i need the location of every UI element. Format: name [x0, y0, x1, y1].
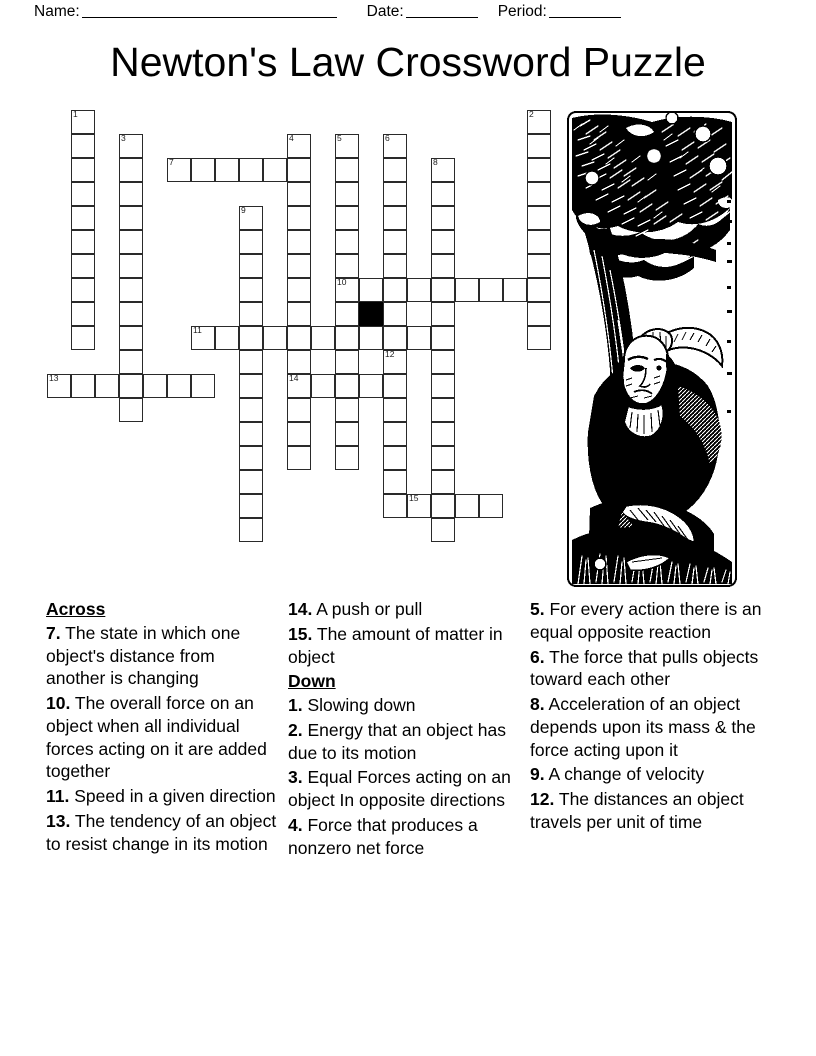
- grid-cell[interactable]: [239, 422, 263, 446]
- grid-cell-number: 1: [73, 109, 78, 119]
- grid-cell[interactable]: [239, 158, 263, 182]
- clue-text: Energy that an object has due to its motion: [288, 719, 506, 763]
- clue-text: The force that pulls objects toward each other: [530, 646, 759, 690]
- clue-across-14: [288, 598, 520, 621]
- grid-cell[interactable]: [287, 182, 311, 206]
- grid-cell[interactable]: [359, 326, 383, 350]
- clue-down-9: [530, 763, 770, 786]
- grid-cell[interactable]: [335, 350, 359, 374]
- grid-cell[interactable]: [119, 134, 143, 158]
- grid-cell[interactable]: [479, 494, 503, 518]
- page-title: Newton's Law Crossword Puzzle: [110, 39, 706, 85]
- clue-number: 4.: [288, 814, 303, 835]
- grid-cell[interactable]: [431, 158, 455, 182]
- grid-cell-number: 2: [529, 109, 534, 119]
- grid-cell[interactable]: [287, 446, 311, 470]
- clue-number: 6.: [530, 646, 545, 667]
- grid-cell[interactable]: [287, 350, 311, 374]
- clues-column-1: [46, 598, 278, 857]
- grid-cell-blocked: [359, 302, 383, 326]
- grid-cell[interactable]: [383, 422, 407, 446]
- clue-down-4: [288, 814, 520, 860]
- grid-cell[interactable]: [455, 278, 479, 302]
- grid-cell[interactable]: [383, 230, 407, 254]
- name-label: Name:: [34, 3, 80, 20]
- grid-cell[interactable]: [359, 374, 383, 398]
- grid-cell[interactable]: [431, 254, 455, 278]
- grid-cell[interactable]: [527, 110, 551, 134]
- grid-cell[interactable]: [527, 182, 551, 206]
- clue-number: 14.: [288, 599, 313, 619]
- grid-cell[interactable]: [527, 326, 551, 350]
- grid-cell[interactable]: [239, 326, 263, 350]
- grid-cell[interactable]: [287, 230, 311, 254]
- grid-cell[interactable]: [287, 422, 311, 446]
- grid-cell[interactable]: [215, 326, 239, 350]
- grid-cell[interactable]: [119, 182, 143, 206]
- grid-cell[interactable]: [431, 326, 455, 350]
- clue-text: A change of velocity: [548, 764, 705, 785]
- grid-cell[interactable]: [167, 158, 191, 182]
- grid-cell[interactable]: [71, 254, 95, 278]
- down-heading: Down: [288, 671, 336, 692]
- grid-cell[interactable]: [503, 278, 527, 302]
- grid-cell[interactable]: [71, 134, 95, 158]
- grid-cell[interactable]: [383, 206, 407, 230]
- grid-cell-number: 5: [337, 133, 342, 143]
- clue-text: The overall force on an object when all individual forces acting on it are added together: [46, 693, 267, 782]
- grid-cell[interactable]: [527, 158, 551, 182]
- grid-cell[interactable]: [239, 494, 263, 518]
- grid-cell-number: 3: [121, 133, 126, 143]
- grid-cell[interactable]: [71, 374, 95, 398]
- clue-number: 2.: [288, 719, 303, 740]
- grid-cell[interactable]: [239, 518, 263, 542]
- grid-cell[interactable]: [383, 158, 407, 182]
- grid-cell-number: 15: [409, 493, 419, 503]
- grid-cell-number: 11: [193, 325, 202, 335]
- clue-across-15: [288, 623, 520, 669]
- grid-cell[interactable]: [335, 398, 359, 422]
- grid-cell[interactable]: [239, 350, 263, 374]
- grid-cell-number: 8: [433, 157, 438, 167]
- clue-number: 10.: [46, 693, 71, 713]
- clue-down-1: [288, 694, 520, 717]
- clue-number: 9.: [530, 764, 545, 785]
- grid-cell-number: 12: [385, 349, 395, 359]
- grid-cell[interactable]: [95, 374, 119, 398]
- grid-cell[interactable]: [407, 494, 431, 518]
- grid-cell[interactable]: [527, 278, 551, 302]
- grid-cell[interactable]: [287, 326, 311, 350]
- grid-cell[interactable]: [335, 158, 359, 182]
- clue-across-13: [46, 810, 278, 856]
- grid-cell[interactable]: [119, 374, 143, 398]
- clue-down-8: [530, 693, 770, 761]
- grid-cell[interactable]: [527, 230, 551, 254]
- clue-number: 15.: [288, 623, 313, 644]
- grid-cell[interactable]: [407, 326, 431, 350]
- grid-cell[interactable]: [71, 158, 95, 182]
- clue-number: 8.: [530, 694, 545, 714]
- clue-across-7: [46, 622, 278, 690]
- clue-number: 1.: [288, 695, 303, 715]
- clue-down-6: [530, 646, 770, 692]
- clue-across-11: [46, 785, 278, 808]
- grid-cell[interactable]: [431, 518, 455, 542]
- grid-cell-number: 4: [289, 133, 294, 143]
- grid-cell[interactable]: [263, 158, 287, 182]
- grid-cell[interactable]: [431, 206, 455, 230]
- grid-cell[interactable]: [119, 326, 143, 350]
- grid-cell[interactable]: [335, 230, 359, 254]
- grid-cell[interactable]: [71, 230, 95, 254]
- clue-text: Force that produces a nonzero net force: [288, 814, 478, 858]
- grid-cell[interactable]: [527, 134, 551, 158]
- grid-cell[interactable]: [119, 158, 143, 182]
- grid-cell[interactable]: [335, 326, 359, 350]
- grid-cell[interactable]: [431, 398, 455, 422]
- grid-cell[interactable]: [335, 206, 359, 230]
- clue-down-12: [530, 788, 770, 834]
- grid-cell[interactable]: [479, 278, 503, 302]
- grid-cell[interactable]: [239, 230, 263, 254]
- clue-down-2: [288, 719, 520, 765]
- grid-cell[interactable]: [431, 494, 455, 518]
- grid-cell[interactable]: [239, 374, 263, 398]
- grid-cell[interactable]: [335, 446, 359, 470]
- grid-cell[interactable]: [383, 398, 407, 422]
- grid-cell[interactable]: [431, 278, 455, 302]
- clue-text: The distances an object travels per unit of time: [530, 789, 744, 832]
- grid-cell[interactable]: [335, 302, 359, 326]
- clue-text: The tendency of an object to resist change in its motion: [46, 810, 277, 854]
- clue-number: 13.: [46, 810, 71, 831]
- grid-cell[interactable]: [335, 254, 359, 278]
- grid-cell[interactable]: [71, 110, 95, 134]
- grid-cell[interactable]: [239, 302, 263, 326]
- grid-cell[interactable]: [335, 374, 359, 398]
- grid-cell[interactable]: [287, 278, 311, 302]
- grid-cell[interactable]: [287, 134, 311, 158]
- grid-cell[interactable]: [191, 158, 215, 182]
- grid-cell[interactable]: [287, 398, 311, 422]
- grid-cell[interactable]: [383, 254, 407, 278]
- grid-cell[interactable]: [431, 374, 455, 398]
- grid-cell[interactable]: [455, 494, 479, 518]
- grid-cell[interactable]: [431, 446, 455, 470]
- grid-cell[interactable]: [263, 326, 287, 350]
- grid-cell-number: 13: [49, 373, 59, 383]
- grid-cell[interactable]: [119, 350, 143, 374]
- grid-cell[interactable]: [431, 182, 455, 206]
- grid-cell[interactable]: [383, 374, 407, 398]
- grid-cell-number: 10: [337, 277, 347, 287]
- grid-cell[interactable]: [431, 422, 455, 446]
- grid-cell[interactable]: [407, 278, 431, 302]
- grid-cell[interactable]: [119, 302, 143, 326]
- grid-cell[interactable]: [383, 470, 407, 494]
- grid-cell[interactable]: [383, 182, 407, 206]
- grid-cell[interactable]: [527, 206, 551, 230]
- crossword-grid[interactable]: [0, 0, 560, 560]
- grid-cell[interactable]: [119, 398, 143, 422]
- clue-text: Slowing down: [307, 695, 416, 715]
- grid-cell[interactable]: [287, 302, 311, 326]
- grid-cell[interactable]: [335, 422, 359, 446]
- grid-cell[interactable]: [191, 374, 215, 398]
- grid-cell[interactable]: [239, 278, 263, 302]
- grid-cell[interactable]: [287, 254, 311, 278]
- grid-cell[interactable]: [119, 206, 143, 230]
- clue-number: 11.: [46, 786, 70, 806]
- clue-text: The amount of matter in object: [288, 623, 503, 667]
- grid-cell[interactable]: [119, 230, 143, 254]
- grid-cell[interactable]: [383, 446, 407, 470]
- grid-cell[interactable]: [71, 182, 95, 206]
- grid-cell[interactable]: [335, 182, 359, 206]
- period-label: Period:: [497, 3, 547, 20]
- grid-cell[interactable]: [71, 302, 95, 326]
- grid-cell[interactable]: [167, 374, 191, 398]
- grid-cell-number: 14: [289, 373, 299, 383]
- grid-cell[interactable]: [287, 206, 311, 230]
- grid-cell[interactable]: [383, 302, 407, 326]
- clue-down-3: [288, 766, 520, 812]
- grid-cell[interactable]: [287, 374, 311, 398]
- clue-number: 7.: [46, 622, 61, 643]
- grid-cell[interactable]: [359, 278, 383, 302]
- grid-cell[interactable]: [215, 158, 239, 182]
- grid-cell[interactable]: [239, 398, 263, 422]
- grid-cell[interactable]: [431, 350, 455, 374]
- clue-number: 3.: [288, 767, 303, 788]
- grid-cell[interactable]: [191, 326, 215, 350]
- grid-cell[interactable]: [311, 374, 335, 398]
- clue-text: Acceleration of an object depends upon its mass & the force acting upon it: [530, 694, 756, 760]
- grid-cell-number: 9: [241, 205, 246, 215]
- grid-cell[interactable]: [239, 446, 263, 470]
- grid-cell[interactable]: [335, 278, 359, 302]
- grid-cell[interactable]: [143, 374, 167, 398]
- grid-cell[interactable]: [239, 206, 263, 230]
- across-heading: Across: [46, 599, 106, 619]
- newton-apple-tree-illustration: [566, 110, 738, 588]
- clues-column-2: [288, 598, 520, 861]
- clue-text: The state in which one object's distance from another is changing: [46, 622, 241, 689]
- grid-cell[interactable]: [71, 326, 95, 350]
- clue-across-10: [46, 692, 278, 783]
- clue-down-5: [530, 598, 770, 644]
- grid-cell[interactable]: [527, 254, 551, 278]
- grid-cell[interactable]: [383, 134, 407, 158]
- grid-cell[interactable]: [71, 278, 95, 302]
- grid-cell-number: 6: [385, 133, 390, 143]
- grid-cell[interactable]: [431, 302, 455, 326]
- grid-cell[interactable]: [71, 206, 95, 230]
- grid-cell[interactable]: [119, 254, 143, 278]
- grid-cell[interactable]: [431, 230, 455, 254]
- grid-cell[interactable]: [335, 134, 359, 158]
- date-label: Date:: [366, 3, 404, 20]
- grid-cell[interactable]: [527, 302, 551, 326]
- grid-cell[interactable]: [47, 374, 71, 398]
- clue-text: For every action there is an equal opposite reaction: [530, 599, 762, 642]
- clues-column-3: [530, 598, 770, 836]
- grid-cell[interactable]: [311, 326, 335, 350]
- clue-text: Speed in a given direction: [74, 786, 276, 806]
- grid-cell[interactable]: [287, 158, 311, 182]
- grid-cell-number: 7: [169, 157, 174, 167]
- grid-cell[interactable]: [383, 326, 407, 350]
- grid-cell[interactable]: [239, 470, 263, 494]
- grid-cell[interactable]: [383, 278, 407, 302]
- grid-cell[interactable]: [383, 350, 407, 374]
- clue-number: 12.: [530, 789, 555, 809]
- grid-cell[interactable]: [383, 494, 407, 518]
- grid-cell[interactable]: [119, 278, 143, 302]
- grid-cell[interactable]: [239, 254, 263, 278]
- clue-number: 5.: [530, 599, 545, 619]
- clue-text: Equal Forces acting on an object In opposite directions: [288, 767, 511, 810]
- grid-cell[interactable]: [431, 470, 455, 494]
- clue-text: A push or pull: [316, 599, 423, 619]
